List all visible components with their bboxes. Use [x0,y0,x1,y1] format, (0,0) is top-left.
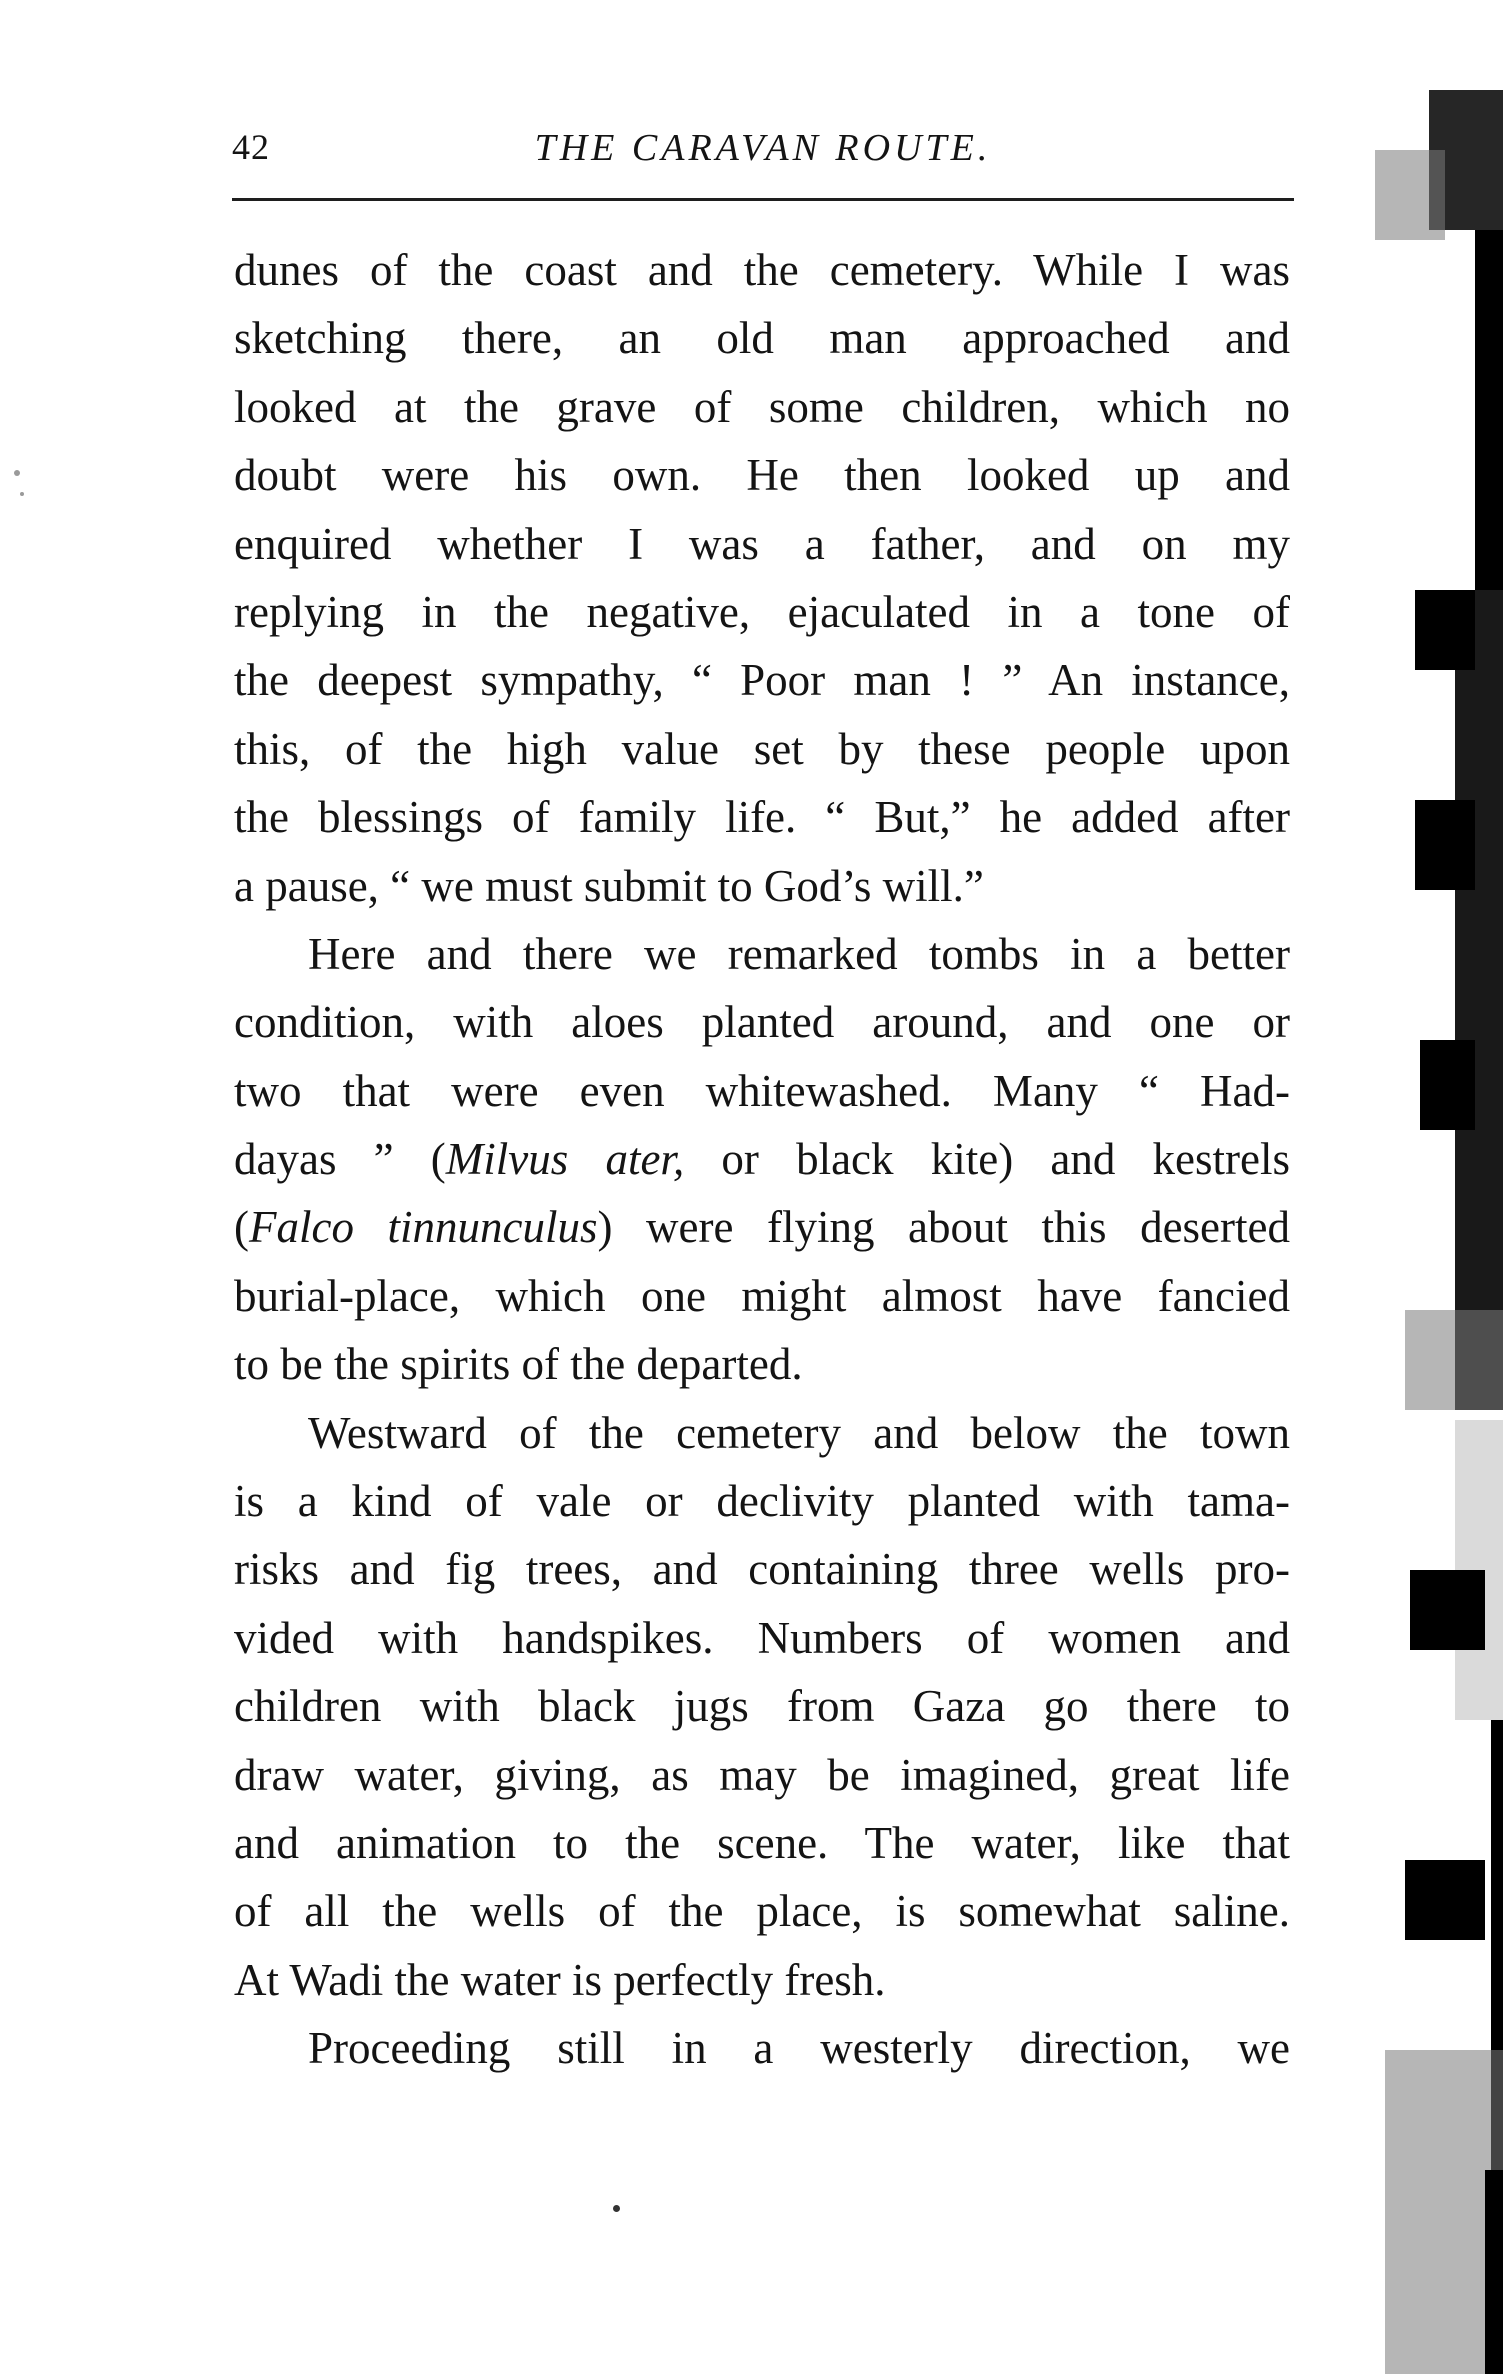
text-line: and animation to the scene. The water, like that [234,1817,1290,1868]
text-line: the deepest sympathy, “ Poor man ! ” An instance, [234,655,1290,706]
scan-speck [20,492,24,496]
edge-shadow [1475,230,1503,590]
text-line: doubt were his own. He then looked up and [234,450,1290,501]
scan-speck [613,2205,620,2212]
text-line: enquired whether I was a father, and on my [234,518,1290,569]
header-rule [232,198,1294,201]
text-line: looked at the grave of some children, which no [234,381,1290,432]
text-line-paragraph-end: At Wadi the water is perfectly fresh. [234,1954,886,2005]
text-line: two that were even whitewashed. Many “ Had- [234,1065,1290,1116]
edge-shadow [1410,1570,1485,1650]
edge-shadow [1375,150,1445,240]
italic-species-name: Falco tinnunculus [249,1202,598,1253]
page-number: 42 [232,127,270,167]
text-line: is a kind of vale or declivity planted with tama- [234,1476,1290,1527]
text-line: the blessings of family life. “ But,” he added after [234,792,1290,843]
text-line: (Falco tinnunculus) were flying about this deserted [234,1202,1290,1253]
text-line: draw water, giving, as may be imagined, great life [234,1749,1290,1800]
text-line: sketching there, an old man approached and [234,313,1290,364]
text-line-paragraph-start: Proceeding still in a westerly direction, we [308,2023,1290,2074]
text-line: dayas ” (Milvus ater, or black kite) and kestrels [234,1134,1290,1185]
text-line-paragraph-end: to be the spirits of the departed. [234,1339,803,1390]
edge-shadow [1405,1310,1503,1410]
italic-species-name: Milvus ater, [445,1134,685,1185]
text-line: this, of the high value set by these people upon [234,723,1290,774]
text-line: condition, with aloes planted around, and one or [234,997,1290,1048]
text-line: risks and fig trees, and containing three wells pro- [234,1544,1290,1595]
scan-speck [14,470,20,476]
edge-shadow [1485,2170,1503,2374]
scanned-page-edge [1305,0,1503,2374]
body-text [234,236,1290,2083]
text-line: burial-place, which one might almost have fancied [234,1270,1290,1321]
edge-shadow [1405,1860,1485,1940]
text-line: vided with handspikes. Numbers of women and [234,1612,1290,1663]
text-line-paragraph-start: Westward of the cemetery and below the town [308,1407,1290,1458]
running-header [232,120,1294,180]
text-line: dunes of the coast and the cemetery. While I was [234,245,1290,295]
running-title: THE CARAVAN ROUTE. [534,127,992,169]
text-line: children with black jugs from Gaza go there to [234,1681,1290,1732]
text-line: of all the wells of the place, is somewhat saline. [234,1886,1290,1937]
text-line-paragraph-start: Here and there we remarked tombs in a better [308,928,1290,979]
text-line-paragraph-end: a pause, “ we must submit to God’s will.” [234,860,984,911]
edge-shadow [1455,590,1503,1410]
text-line: replying in the negative, ejaculated in a tone of [234,586,1290,637]
